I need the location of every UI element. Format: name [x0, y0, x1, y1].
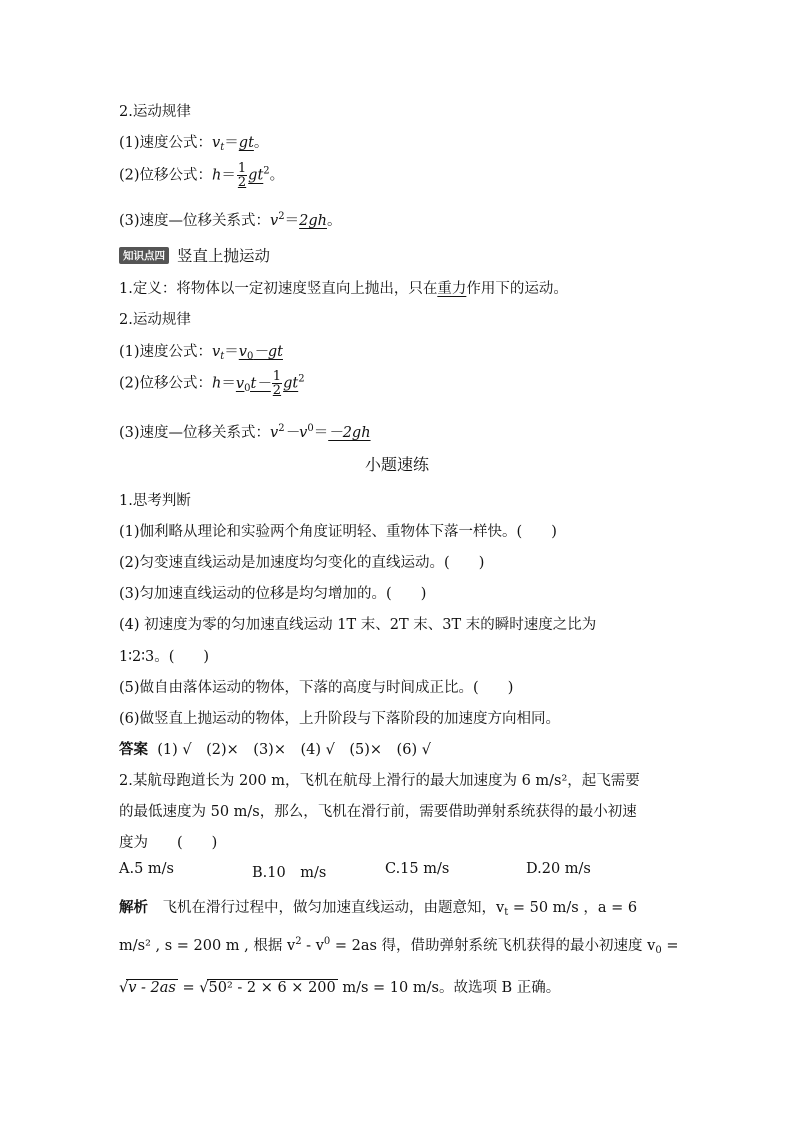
knowledge-point-header [119, 244, 270, 266]
fraction-denominator: 2 [237, 175, 247, 190]
formula-lhs-sub: t [220, 142, 225, 153]
analysis-eq: = [177, 980, 200, 996]
answer-label: 答案 [119, 741, 148, 758]
formula-rhs-a-sub: 0 [244, 382, 251, 394]
analysis-tail: = 50 m/s ，a = 6 [508, 900, 638, 916]
statement-6: (6)做竖直上抛运动的物体，上升阶段与下落阶段的加速度方向相同。 [119, 711, 561, 727]
formula-lhs: v [212, 135, 221, 151]
formula-prefix: (2)位移公式： [119, 375, 213, 392]
analysis-line-1 [119, 896, 637, 918]
formula-end: 。 [269, 167, 285, 184]
section-heading: 2.运动规律 [119, 312, 191, 328]
formula-rhs: 2gh [299, 213, 327, 229]
statement-4-cont: 1∶2∶3。( ) [119, 649, 210, 665]
formula-displacement-upthrow [119, 370, 305, 397]
formula-rhs-a-sub: 0 [246, 351, 254, 362]
statement-2: (2)匀变速直线运动是加速度均匀变化的直线运动。( ) [119, 555, 485, 571]
formula-eq: ＝ [221, 167, 236, 184]
formula-lhs-sup: 2 [278, 211, 285, 222]
definition-after: 作用下的运动。 [466, 281, 568, 297]
formula-rhs-b: t－ [250, 375, 271, 392]
option-c: C.15 m/s [385, 861, 450, 877]
formula-eq: ＝ [221, 375, 236, 392]
formula-end: 。 [326, 213, 342, 229]
analysis-sup: 2 [295, 936, 302, 947]
formula-end: 。 [253, 135, 269, 151]
analysis-label: 解析 [119, 899, 148, 916]
section-heading: 2.运动规律 [119, 104, 191, 120]
statement-1: (1)伽利略从理论和实验两个角度证明轻、重物体下落一样快。( ) [119, 524, 557, 540]
answer-line [119, 738, 431, 759]
statement-5: (5)做自由落体运动的物体，下落的高度与时间成正比。( ) [119, 680, 514, 696]
formula-lhs: v [212, 344, 221, 360]
sqrt-sign: √ [119, 980, 129, 996]
formula-displacement [119, 162, 284, 189]
fraction [272, 370, 282, 397]
question-2-line-2: 的最低速度为 50 m/s，那么，飞机在滑行前，需要借助弹射系统获得的最小初速 [119, 804, 637, 820]
analysis-text-c: = 2as 得，借助弹射系统飞机获得的最小初速度 v [330, 938, 656, 954]
formula-rhs-c: gt [283, 375, 299, 392]
formula-lhs: h [212, 375, 222, 392]
question-2-line-3: 度为 ( ) [119, 835, 218, 851]
sqrt-sign-2: √ [199, 980, 209, 996]
definition-underlined: 重力 [437, 281, 467, 297]
analysis-text-b: - v [301, 938, 324, 954]
formula-lhs: v [270, 425, 279, 441]
formula-eq: ＝ [224, 344, 239, 360]
option-a: A.5 m/s [119, 861, 174, 877]
formula-eq: ＝ [313, 425, 329, 441]
formula-prefix: (3)速度—位移关系式： [119, 213, 271, 229]
analysis-sub: t [504, 907, 509, 918]
formula-rhs-sup: 2 [263, 165, 270, 177]
formula-rhs-a: v [238, 344, 247, 360]
formula-rhs: gt [248, 167, 264, 184]
formula-mid: －v [284, 425, 308, 441]
formula-rhs-b: －gt [253, 344, 283, 360]
practice-title: 小题速练 [364, 455, 429, 474]
knowledge-point-badge: 知识点四 [119, 247, 169, 264]
formula-velocity [119, 131, 268, 153]
formula-eq: ＝ [284, 213, 300, 229]
knowledge-point-title: 竖直上抛运动 [177, 247, 271, 265]
fraction [237, 162, 247, 189]
analysis-line-2 [119, 934, 679, 956]
question-heading: 1.思考判断 [119, 493, 191, 509]
fraction-numerator: 1 [272, 369, 282, 384]
formula-rhs-a: v [235, 375, 245, 392]
definition-before: 1.定义：将物体以一定初速度竖直向上抛出，只在 [119, 281, 438, 297]
formula-mid-sup: 0 [307, 423, 314, 434]
formula-lhs-sup: 2 [278, 423, 285, 434]
formula-prefix: (1)速度公式： [119, 135, 213, 151]
question-2-line-1: 2.某航母跑道长为 200 m，飞机在航母上滑行的最大加速度为 6 m/s²，起飞需要 [119, 773, 640, 789]
formula-prefix: (1)速度公式： [119, 344, 213, 360]
formula-prefix: (2)位移公式： [119, 167, 213, 184]
sqrt-radicand-2: 50² - 2 × 6 × 200 [208, 980, 336, 996]
formula-velocity-displacement [119, 209, 341, 230]
analysis-line-3 [119, 976, 560, 997]
fraction-numerator: 1 [237, 161, 247, 176]
definition [119, 277, 568, 298]
statement-3: (3)匀加速直线运动的位移是均匀增加的。( ) [119, 586, 427, 602]
formula-rhs: gt [238, 135, 254, 151]
analysis-text-d: = [661, 938, 679, 954]
formula-lhs: v [270, 213, 279, 229]
formula-prefix: (3)速度—位移关系式： [119, 425, 271, 441]
formula-velocity-displacement-upthrow [119, 421, 371, 442]
sqrt-radicand-1: v - 2as [128, 980, 176, 996]
statement-4: (4) 初速度为零的匀加速直线运动 1T 末、2T 末、3T 末的瞬时速度之比为 [119, 617, 597, 633]
analysis-conclusion: m/s = 10 m/s。故选项 B 正确。 [337, 980, 561, 996]
formula-rhs-c-sup: 2 [298, 373, 305, 385]
option-d: D.20 m/s [526, 861, 591, 877]
formula-rhs: －2gh [328, 425, 371, 441]
option-b: B.10 m/s [252, 865, 327, 881]
answer-text: (1) √ (2)× (3)× (4) √ (5)× (6) √ [157, 742, 431, 758]
formula-eq: ＝ [224, 135, 239, 151]
analysis-sub-2: 0 [655, 945, 662, 956]
fraction-denominator: 2 [272, 383, 282, 398]
analysis-text-a: m/s² , s = 200 m , 根据 v [119, 938, 296, 954]
analysis-text: 飞机在滑行过程中，做匀加速直线运动，由题意知，v [148, 900, 505, 916]
formula-velocity-upthrow [119, 340, 283, 362]
formula-lhs: h [212, 167, 222, 184]
formula-lhs-sub: t [220, 351, 225, 362]
analysis-sup-2: 0 [323, 936, 331, 947]
